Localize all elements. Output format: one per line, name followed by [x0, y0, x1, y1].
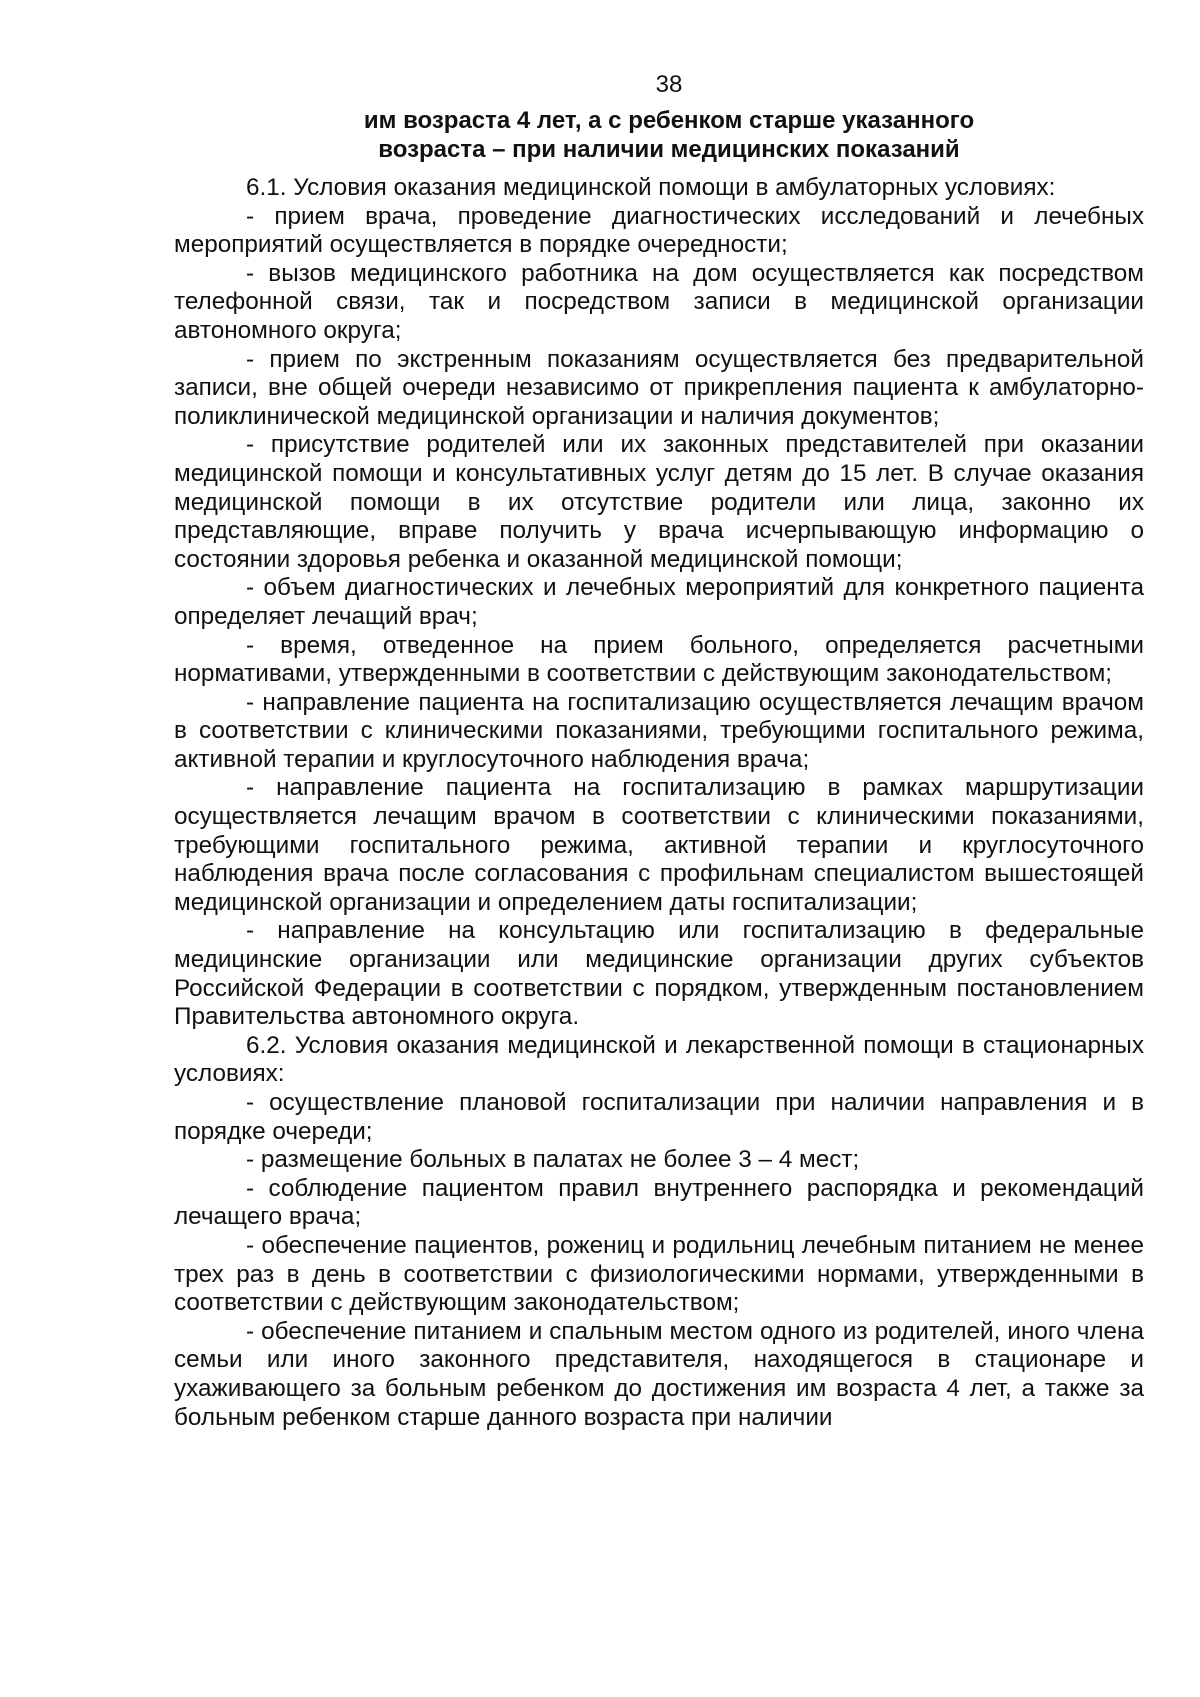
paragraph-item: - направление пациента на госпитализацию в рамках маршрутизации осуществляется лечащим врачом в соответствии с клиническими показаниями, требующими госпитального режима, активной терапии и круглосуточного наблюдения врача после согласования с профильнам специалистом вышестоящей медицинской организации и определением даты госпитализации;: [174, 774, 1144, 916]
paragraph-item: - обеспечение питанием и спальным местом одного из родителей, иного члена семьи или иного законного представителя, находящегося в стационаре и ухаживающего за больным ребенком до достижения им возраста 4 лет, а также за больным ребенком старше данного возраста при наличии: [174, 1317, 1144, 1431]
paragraph-item: - направление на консультацию или госпитализацию в федеральные медицинские организации или медицинские организации других субъектов Российской Федерации в соответствии с порядком, утвержденным постановлением Правительства автономного округа.: [174, 917, 1144, 1031]
paragraph-item: - прием врача, проведение диагностических исследований и лечебных мероприятий осуществляется в порядке очередности;: [174, 202, 1144, 259]
body-text: [174, 174, 1144, 1432]
paragraph-6-2-title: 6.2. Условия оказания медицинской и лекарственной помощи в стационарных условиях:: [174, 1031, 1144, 1088]
paragraph-item: - вызов медицинского работника на дом осуществляется как посредством телефонной связи, так и посредством записи в медицинской организации автономного округа;: [174, 259, 1144, 344]
paragraph-item: - прием по экстренным показаниям осуществляется без предварительной записи, вне общей очереди независимо от прикрепления пациента к амбулаторно-поликлинической медицинской организации и наличия документов;: [174, 345, 1144, 430]
paragraph-item: - размещение больных в палатах не более 3 – 4 мест;: [246, 1146, 860, 1174]
paragraph-item: - направление пациента на госпитализацию осуществляется лечащим врачом в соответствии с клиническими показаниями, требующими госпитального режима, активной терапии и круглосуточного наблюдения врача;: [174, 688, 1144, 773]
paragraph-item: - осуществление плановой госпитализации при наличии направления и в порядке очереди;: [174, 1089, 1144, 1145]
paragraph-item: - обеспечение пациентов, рожениц и родильниц лечебным питанием не менее трех раз в день в соответствии с физиологическими нормами, утвержденными в соответствии с действующим законодательством;: [174, 1231, 1144, 1317]
paragraph-6-1-title: 6.1. Условия оказания медицинской помощи в амбулаторных условиях:: [246, 174, 1056, 201]
heading-line-2: возраста – при наличии медицинских показаний: [378, 136, 960, 163]
paragraph-item: - время, отведенное на прием больного, определяется расчетными нормативами, утвержденными в соответствии с действующим законодательством;: [174, 631, 1144, 688]
paragraph-item: - присутствие родителей или их законных представителей при оказании медицинской помощи и консультативных услуг детям до 15 лет. В случае оказания медицинской помощи в их отсутствие родители или лица, законно их представляющие, вправе получить у врача исчерпывающую информацию о состоянии здоровья ребенка и оказанной медицинской помощи;: [174, 431, 1144, 573]
section-heading: [174, 106, 1144, 164]
document-page: [174, 70, 1144, 1432]
paragraph-item: - объем диагностических и лечебных мероприятий для конкретного пациента определяет лечащий врач;: [174, 574, 1144, 630]
page-number: 38: [655, 71, 683, 98]
heading-line-1: им возраста 4 лет, а с ребенком старше указанного: [363, 107, 975, 134]
paragraph-item: - соблюдение пациентом правил внутреннего распорядка и рекомендаций лечащего врача;: [174, 1174, 1144, 1231]
